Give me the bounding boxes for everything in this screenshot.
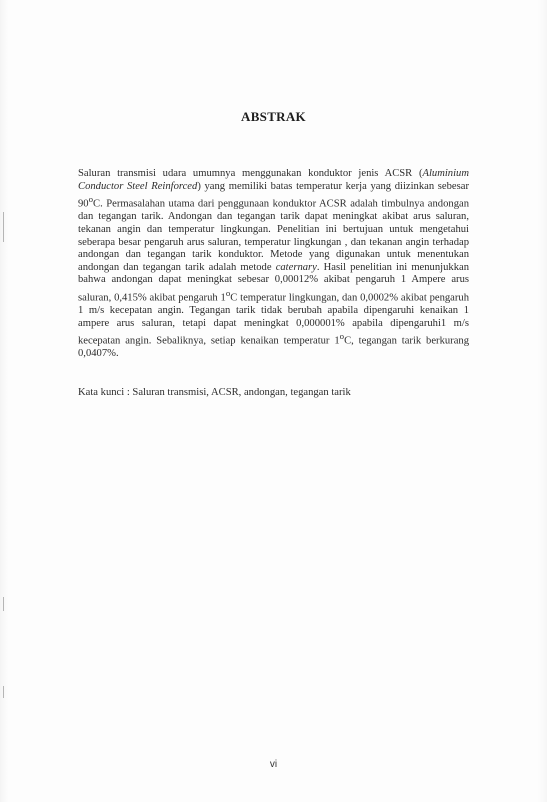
abstract-paragraph (78, 168, 469, 361)
degree-superscript: o (225, 287, 231, 298)
page-number: vi (269, 759, 278, 770)
degree-superscript: o (88, 194, 94, 205)
abstract-italic-term: Aluminium Conductor Steel Reinforced (78, 168, 469, 192)
abstract-text: . Hasil penelitian ini menunjukkan bahwa andongan dapat meningkat sebesar 0,00012% akibat pengaruh 1 Ampere arus saluran, 0,415% akibat pengaruh 1 (78, 261, 469, 304)
scan-edge-mark (3, 686, 4, 698)
scan-edge-mark (3, 597, 4, 611)
degree-superscript: o (339, 331, 345, 342)
abstract-text: C. Permasalahan utama dari penggunaan konduktor ACSR adalah timbulnya andongan dan tegangan tarik. Andongan dan tegangan tarik dapat meningkat akibat arus saluran, tekanan angin dan temperatur lingkungan. Penelitian ini bertujuan untuk mengetahui seberapa besar pengaruh arus saluran, temperatur lingkungan , dan tekanan angin terhadap andongan dan tegangan tarik konduktor. Metode yang digunakan untuk menentukan andongan dan tegangan tarik adalah metode (78, 198, 469, 273)
abstract-text: C temperatur lingkungan, dan 0,0002% akibat pengaruh 1 m/s kecepatan angin. Tegangan tarik tidak berubah apabila dipengaruhi kenaikan 1 ampere arus saluran, tetapi dapat meningkat 0,000001% apabila dipengaruhi1 m/s kecepatan angin. Sebaliknya, setiap kenaikan temperatur 1 (78, 292, 470, 347)
abstract-italic-term: caternary (275, 261, 317, 273)
abstract-text: C, tegangan tarik berkurang 0,0407%. (78, 335, 469, 360)
abstract-heading: ABSTRAK (241, 109, 306, 124)
scan-edge-mark (3, 212, 4, 242)
abstract-text: ) yang memiliki batas temperatur kerja yang diizinkan sebesar 90 (78, 180, 469, 210)
abstract-text: Saluran transmisi udara umumnya menggunakan konduktor jenis ACSR ( (78, 168, 423, 179)
keywords-line: Kata kunci : Saluran transmisi, ACSR, andongan, tegangan tarik (78, 387, 351, 398)
